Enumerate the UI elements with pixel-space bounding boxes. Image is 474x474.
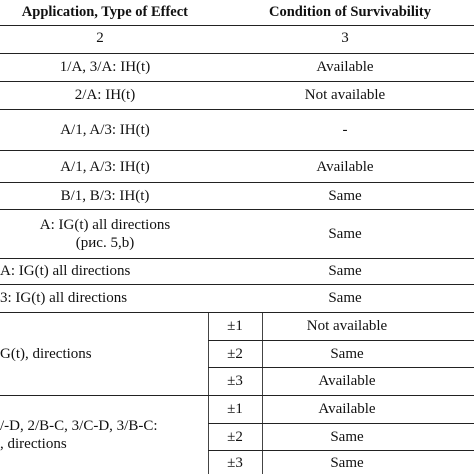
group-application-line1: /-D, 2/B-C, 3/C-D, 3/B-C: xyxy=(0,418,158,434)
row-condition: Available xyxy=(318,373,376,389)
row-condition: - xyxy=(342,122,348,138)
col-number-2: 2 xyxy=(96,30,104,46)
row-condition: Not available xyxy=(306,318,388,334)
row-condition: Same xyxy=(328,188,362,204)
row-application xyxy=(0,210,210,258)
header-application: Application, Type of Effect xyxy=(21,4,188,20)
row-condition: Same xyxy=(328,226,362,242)
direction-value: ±2 xyxy=(227,429,243,445)
row-rule xyxy=(208,450,474,451)
row-application: A/1, A/3: IH(t) xyxy=(60,122,150,138)
row-condition: Same xyxy=(328,290,362,306)
direction-value: ±1 xyxy=(227,318,243,334)
row-condition: Same xyxy=(330,455,364,471)
group-application xyxy=(0,396,205,474)
row-condition: Available xyxy=(316,159,374,175)
row-condition: Available xyxy=(316,59,374,75)
row-condition: Same xyxy=(330,429,364,445)
group-application-line2: , directions xyxy=(0,436,67,452)
direction-value: ±3 xyxy=(227,455,243,471)
row-condition: Not available xyxy=(304,87,386,103)
header-condition: Condition of Survivability xyxy=(269,4,431,20)
direction-value: ±2 xyxy=(227,346,243,362)
row-application-line1: A: IG(t) all directions xyxy=(39,217,171,233)
row-application: 2/A: IH(t) xyxy=(74,87,136,103)
row-application: 3: IG(t) all directions xyxy=(0,290,128,306)
direction-value: ±3 xyxy=(227,373,243,389)
row-condition: Same xyxy=(328,263,362,279)
direction-value: ±1 xyxy=(227,401,243,417)
group-application: G(t), directions xyxy=(0,346,92,362)
row-condition: Same xyxy=(330,346,364,362)
col-number-3: 3 xyxy=(341,30,349,46)
row-application: A/1, A/3: IH(t) xyxy=(60,159,150,175)
row-rule xyxy=(0,150,474,151)
row-condition: Available xyxy=(318,401,376,417)
row-application: A: IG(t) all directions xyxy=(0,263,131,279)
row-application-line2: (рис. 5,b) xyxy=(75,235,135,251)
row-application: B/1, B/3: IH(t) xyxy=(60,188,150,204)
row-application: 1/A, 3/A: IH(t) xyxy=(59,59,151,75)
